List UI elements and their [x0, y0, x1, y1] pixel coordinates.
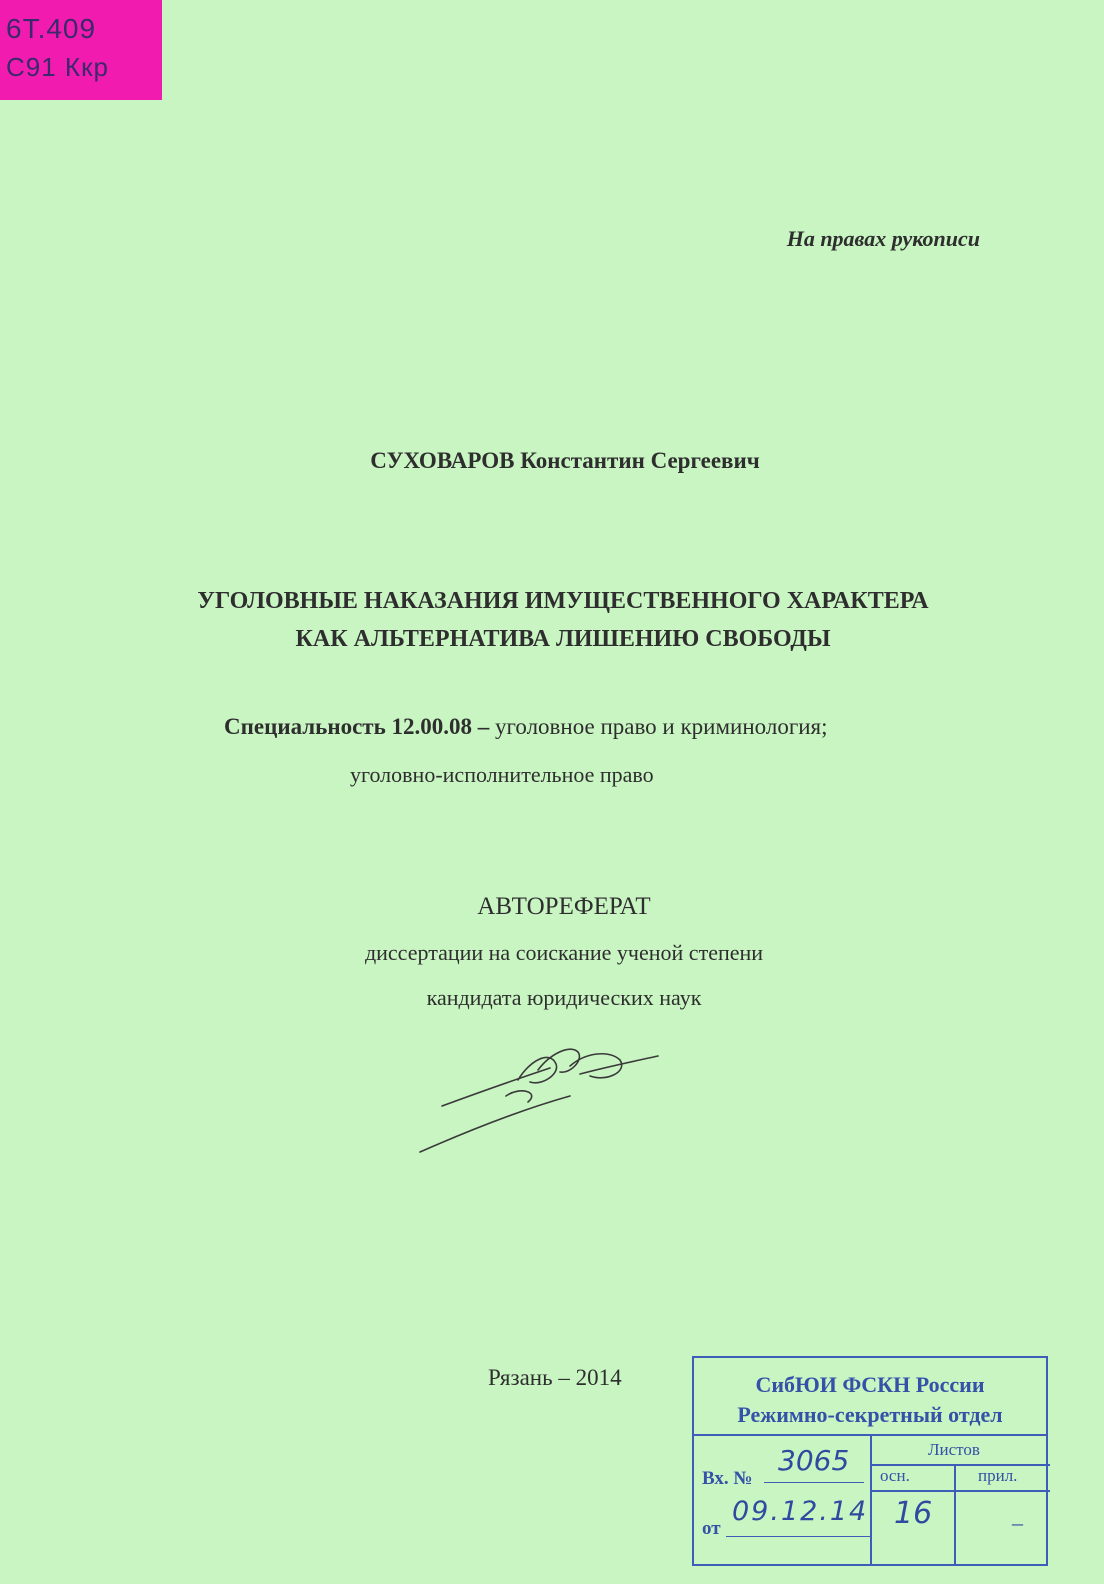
stamp-attachment-value: –: [1012, 1510, 1023, 1535]
stamp-main-label: осн.: [880, 1466, 910, 1485]
stamp-reg-no-value: 3065: [778, 1444, 850, 1477]
document-purpose: диссертации на соискание ученой степени: [364, 940, 764, 965]
stamp-reg-no-label: Вх. №: [702, 1468, 753, 1489]
dissertation-title: [0, 582, 1104, 658]
specialty-name-1: уголовное право и криминология;: [495, 714, 828, 739]
city-and-year: Рязань – 2014: [488, 1365, 622, 1390]
stamp-divider: [870, 1490, 1050, 1492]
stamp-date-value: 09.12.14: [732, 1496, 869, 1527]
manuscript-rights-notice: На правах рукописи: [786, 226, 980, 251]
stamp-main-sheets-value: 16: [894, 1496, 933, 1531]
specialty-dash: –: [472, 714, 496, 739]
registration-stamp: [692, 1356, 1048, 1566]
academic-degree: кандидата юридических наук: [426, 985, 702, 1010]
title-line-1: УГОЛОВНЫЕ НАКАЗАНИЯ ИМУЩЕСТВЕННОГО ХАРАКТЕРА: [197, 588, 929, 614]
author-name: СУХОВАРОВ Константин Сергеевич: [370, 448, 760, 473]
specialty-name-2: уголовно-исполнительное право: [350, 762, 654, 787]
stamp-column-divider: [954, 1464, 956, 1566]
title-line-2: КАК АЛЬТЕРНАТИВА ЛИШЕНИЮ СВОБОДЫ: [295, 626, 831, 652]
stamp-underline: [764, 1482, 864, 1483]
call-number-line-1: 6Т.409: [6, 13, 97, 44]
document-genre: АВТОРЕФЕРАТ: [477, 893, 651, 920]
stamp-sheets-label: Листов: [928, 1440, 980, 1459]
stamp-department: Режимно-секретный отдел: [737, 1402, 1003, 1427]
stamp-date-label: от: [702, 1518, 721, 1539]
specialty-line-1: [224, 714, 828, 740]
call-number-line-2: С91 Ккр: [6, 52, 109, 82]
stamp-organization: СибЮИ ФСКН России: [755, 1372, 985, 1397]
library-call-number-label: [0, 0, 162, 100]
specialty-code: Специальность 12.00.08: [224, 714, 473, 739]
stamp-underline: [726, 1536, 870, 1537]
stamp-column-divider: [870, 1434, 872, 1566]
handwritten-signature: [410, 1030, 670, 1160]
stamp-attachment-label: прил.: [978, 1466, 1018, 1485]
